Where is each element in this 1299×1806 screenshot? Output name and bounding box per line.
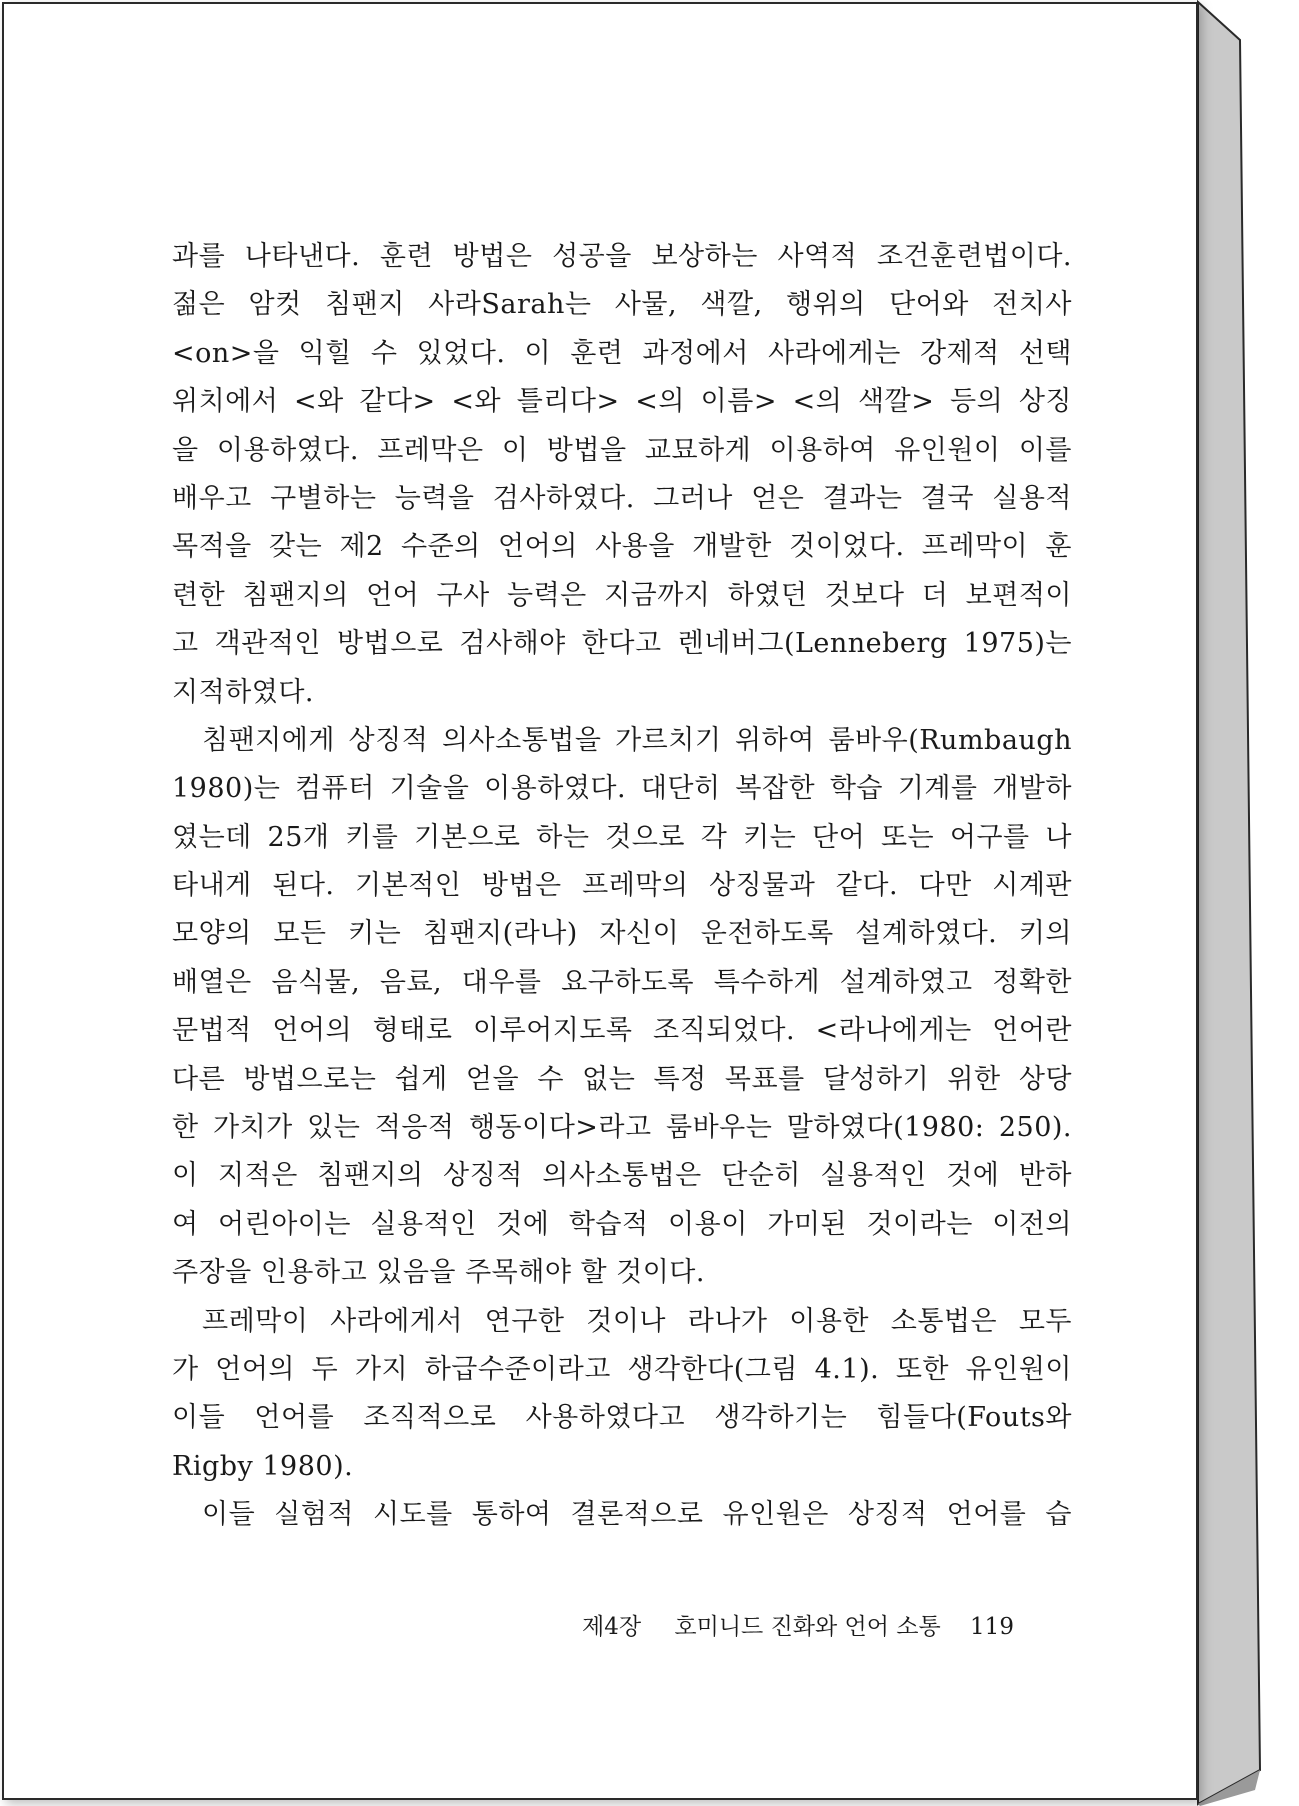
text-line: 목적을 갖는 제2 수준의 언어의 사용을 개발한 것이었다. 프레막이 훈 (172, 531, 1072, 563)
text-line: 모양의 모든 키는 침팬지(라나) 자신이 운전하도록 설계하였다. 키의 (172, 918, 1072, 950)
page-number: 119 (970, 1614, 1014, 1640)
text-line: 을 이용하였다. 프레막은 이 방법을 교묘하게 이용하여 유인원이 이를 (172, 434, 1072, 466)
text-line: 이들 언어를 조직적으로 사용하였다고 생각하기는 힘들다(Fouts와 (172, 1402, 1072, 1434)
text-line: 배우고 구별하는 능력을 검사하였다. 그러나 얻은 결과는 결국 실용적 (172, 482, 1072, 514)
running-footer (582, 1608, 1042, 1641)
text-line: 고 객관적인 방법으로 검사해야 한다고 렌네버그(Lenneberg 1975)는 (172, 628, 1072, 660)
text-line: 타내게 된다. 기본적인 방법은 프레막의 상징물과 같다. 다만 시계판 (172, 870, 1072, 902)
text-line: 련한 침팬지의 언어 구사 능력은 지금까지 하였던 것보다 더 보편적이 (172, 579, 1072, 611)
text-line: 이들 실험적 시도를 통하여 결론적으로 유인원은 상징적 언어를 습 (202, 1499, 1072, 1531)
book-page (2, 2, 1198, 1800)
text-line: 문법적 언어의 형태로 이루어지도록 조직되었다. <라나에게는 언어란 (172, 1015, 1072, 1047)
text-line: 한 가치가 있는 적응적 행동이다>라고 룸바우는 말하였다(1980: 250). (172, 1112, 1072, 1144)
text-line: 위치에서 <와 같다> <와 틀리다> <의 이름> <의 색깔> 등의 상징 (172, 386, 1072, 418)
body-text (172, 233, 1072, 1540)
text-line: 침팬지에게 상징적 의사소통법을 가르치기 위하여 룸바우(Rumbaugh (202, 724, 1072, 756)
text-line: 였는데 25개 키를 기본으로 하는 것으로 각 키는 단어 또는 어구를 나 (172, 821, 1072, 853)
chapter-label: 제4장 (582, 1614, 642, 1640)
text-line: 여 어린아이는 실용적인 것에 학습적 이용이 가미된 것이라는 이전의 (172, 1208, 1072, 1240)
text-line: 주장을 인용하고 있음을 주목해야 할 것이다. (172, 1257, 705, 1289)
text-line: Rigby 1980). (172, 1450, 354, 1482)
text-line: 이 지적은 침팬지의 상징적 의사소통법은 단순히 실용적인 것에 반하 (172, 1160, 1072, 1192)
text-line: 배열은 음식물, 음료, 대우를 요구하도록 특수하게 설계하였고 정확한 (172, 966, 1072, 998)
text-line: 지적하였다. (172, 676, 314, 708)
text-line: 1980)는 컴퓨터 기술을 이용하였다. 대단히 복잡한 학습 기계를 개발하 (172, 773, 1072, 805)
chapter-title: 호미니드 진화와 언어 소통 (674, 1614, 941, 1640)
text-line: <on>을 익힐 수 있었다. 이 훈련 과정에서 사라에게는 강제적 선택 (172, 337, 1072, 369)
text-line: 프레막이 사라에게서 연구한 것이나 라나가 이용한 소통법은 모두 (202, 1305, 1072, 1337)
text-line: 젊은 암컷 침팬지 사라Sarah는 사물, 색깔, 행위의 단어와 전치사 (172, 289, 1072, 321)
text-line: 가 언어의 두 가지 하급수준이라고 생각한다(그림 4.1). 또한 유인원이 (172, 1353, 1072, 1385)
text-line: 다른 방법으로는 쉽게 얻을 수 없는 특정 목표를 달성하기 위한 상당 (172, 1063, 1072, 1095)
text-line: 과를 나타낸다. 훈련 방법은 성공을 보상하는 사역적 조건훈련법이다. (172, 241, 1072, 272)
